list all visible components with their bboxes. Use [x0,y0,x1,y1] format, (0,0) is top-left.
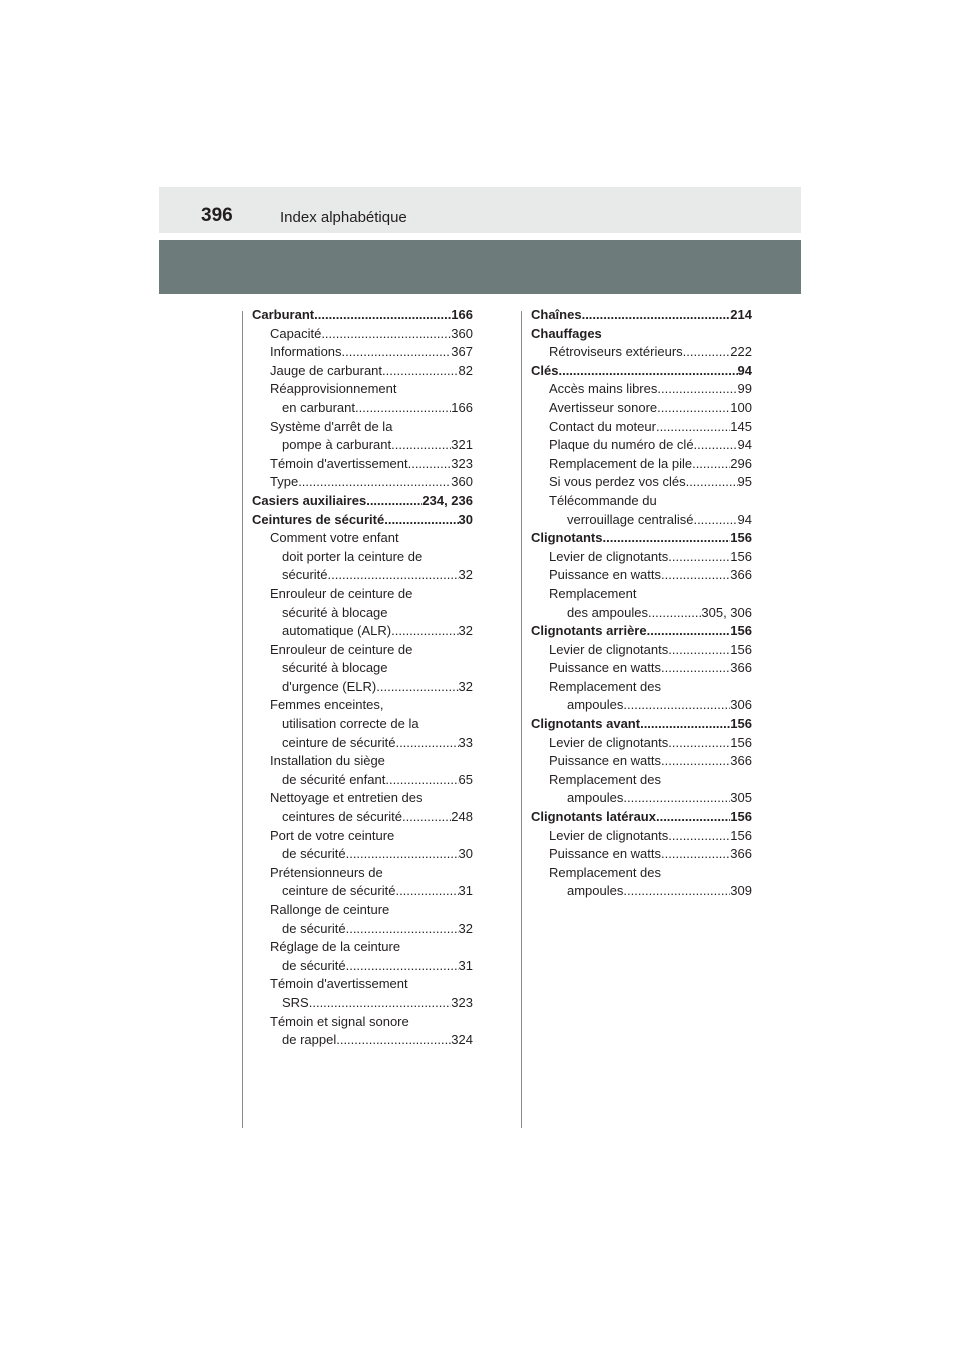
page-reference[interactable]: 156 [730,809,752,825]
entry-text: Comment votre enfant [270,530,399,546]
entry-text: Type [270,474,299,490]
index-subentry [252,566,473,585]
entry-text: Clignotants arrière [531,623,647,639]
page-reference[interactable]: 323 [451,455,473,471]
page-reference[interactable]: 30 [458,511,473,527]
dot-leader [648,604,701,623]
dot-leader [661,659,730,678]
entry-text: ampoules [567,883,624,899]
page-reference[interactable]: 248 [451,809,473,825]
page-reference[interactable]: 32 [458,567,473,583]
dot-leader [603,529,731,548]
entry-text: SRS [282,994,309,1010]
index-subentry [531,864,752,883]
page-reference[interactable]: 95 [737,474,752,490]
index-subentry [252,678,473,697]
dot-leader [391,436,451,455]
entry-text: Prétensionneurs de [270,864,383,880]
page-reference[interactable]: 156 [730,623,752,639]
entry-text: Puissance en watts [549,567,662,583]
page-reference[interactable]: 234, 236 [422,492,473,508]
entry-text: Casiers auxiliaires [252,492,367,508]
index-subentry [531,473,752,492]
entry-text: Levier de clignotants [549,827,669,843]
dot-leader [346,920,459,939]
index-subentry [531,418,752,437]
index-subentry [252,975,473,994]
dot-leader [686,473,738,492]
page-reference[interactable]: 366 [730,846,752,862]
entry-text: de sécurité enfant [282,771,386,787]
entry-text: Informations [270,344,342,360]
entry-text: Témoin d'avertissement [270,455,408,471]
index-subentry [252,994,473,1013]
index-subentry [252,1013,473,1032]
dot-leader [355,399,451,418]
dot-leader [395,734,458,753]
page-reference[interactable]: 31 [458,883,473,899]
page-reference[interactable]: 156 [730,734,752,750]
index-subentry [252,901,473,920]
index-subentry [531,882,752,901]
page-reference[interactable]: 33 [458,734,473,750]
entry-text: Femmes enceintes, [270,697,384,713]
entry-text: utilisation correcte de la [282,716,419,732]
dot-leader [693,511,737,530]
index-subentry [252,938,473,957]
index-subentry [252,399,473,418]
index-subentry [252,864,473,883]
page-reference[interactable]: 360 [451,474,473,490]
dot-leader [385,771,458,790]
dot-leader [328,566,459,585]
dot-leader [657,380,737,399]
index-subentry [252,436,473,455]
index-subentry [252,1031,473,1050]
index-heading [252,492,473,511]
entry-text: Accès mains libres [549,381,658,397]
entry-text: Remplacement des [549,678,661,694]
entry-text: Remplacement des [549,771,661,787]
entry-text: Enrouleur de ceinture de [270,641,413,657]
entry-text: Levier de clignotants [549,734,669,750]
page-reference[interactable]: 305, 306 [701,604,752,620]
entry-text: de sécurité [282,846,346,862]
entry-text: ceintures de sécurité [282,809,402,825]
index-subentry [531,845,752,864]
entry-text: Ceintures de sécurité [252,511,385,527]
page-reference[interactable]: 156 [730,548,752,564]
dot-leader [661,752,730,771]
page-reference[interactable]: 366 [730,567,752,583]
index-subentry [252,752,473,771]
entry-text: des ampoules [567,604,648,620]
entry-text: Levier de clignotants [549,641,669,657]
index-subentry [252,343,473,362]
page-reference[interactable]: 323 [451,994,473,1010]
entry-text: Remplacement [549,585,637,601]
index-subentry [252,789,473,808]
index-subentry [252,696,473,715]
dot-leader [623,696,730,715]
dot-leader [391,622,458,641]
index-subentry [531,734,752,753]
entry-text: Clignotants latéraux [531,809,656,825]
entry-text: Clés [531,362,559,378]
entry-text: doit porter la ceinture de [282,548,423,564]
section-band [159,240,801,294]
index-subentry [252,920,473,939]
entry-text: Contact du moteur [549,418,656,434]
page-title: Index alphabétique [280,209,407,226]
entry-text: sécurité à blocage [282,604,388,620]
page-reference[interactable]: 94 [737,511,752,527]
dot-leader [395,882,458,901]
entry-text: Rallonge de ceinture [270,902,390,917]
dot-leader [683,343,731,362]
page-reference[interactable]: 156 [730,827,752,843]
index-subentry [252,473,473,492]
entry-text: de sécurité [282,920,346,936]
index-heading [252,306,473,325]
dot-leader [342,343,452,362]
entry-text: Clignotants avant [531,716,641,732]
entry-text: Réglage de la ceinture [270,939,401,955]
index-subentry [531,752,752,771]
index-subentry [252,585,473,604]
index-subentry [531,678,752,697]
entry-text: Chaînes [531,307,582,322]
dot-leader [384,511,458,530]
index-subentry [531,436,752,455]
entry-text: ampoules [567,790,624,806]
page-reference[interactable]: 156 [730,716,752,732]
dot-leader [694,436,738,455]
entry-text: Puissance en watts [549,753,662,769]
page-reference[interactable]: 30 [458,846,473,862]
index-subentry [531,343,752,362]
index-subentry [531,399,752,418]
page-reference[interactable]: 32 [458,920,473,936]
dot-leader [558,362,737,381]
entry-text: Réapprovisionnement [270,381,397,397]
dot-leader [408,455,452,474]
index-subentry [531,641,752,660]
page-reference[interactable]: 367 [451,344,473,360]
index-heading [531,362,752,381]
entry-text: Jauge de carburant [270,362,383,378]
entry-text: de sécurité [282,957,346,973]
column-rule-left [242,311,243,1128]
page-reference[interactable]: 166 [451,307,473,322]
index-subentry [252,548,473,567]
entry-text: Témoin d'avertissement [270,976,408,992]
entry-text: ceinture de sécurité [282,883,396,899]
page-reference[interactable]: 156 [730,641,752,657]
dot-leader [668,548,730,567]
entry-text: ceinture de sécurité [282,734,396,750]
dot-leader [336,1031,451,1050]
dot-leader [668,641,730,660]
page-reference[interactable]: 309 [730,883,752,899]
entry-text: Carburant [252,307,315,322]
index-subentry [252,325,473,344]
column-rule-middle [521,311,522,1128]
index-subentry [252,380,473,399]
entry-text: Port de votre ceinture [270,827,395,843]
dot-leader [314,306,451,325]
index-subentry [531,492,752,511]
page-reference[interactable]: 94 [737,362,752,378]
dot-leader [346,957,459,976]
page-reference[interactable]: 31 [458,957,473,973]
page-header [159,187,801,233]
page-reference[interactable]: 94 [737,437,752,453]
entry-text: d'urgence (ELR) [282,678,377,694]
index-subentry [252,808,473,827]
dot-leader [623,789,730,808]
page-reference[interactable]: 366 [730,753,752,769]
entry-text: Télécommande du [549,492,657,508]
index-subentry [531,771,752,790]
entry-text: Chauffages [531,325,602,341]
index-heading [531,715,752,734]
index-subentry [252,882,473,901]
page-number: 396 [201,205,233,226]
entry-text: automatique (ALR) [282,623,392,639]
page-reference[interactable]: 305 [730,790,752,806]
index-heading [531,622,752,641]
index-subentry [531,696,752,715]
index-subentry [252,455,473,474]
page-reference[interactable]: 214 [730,307,752,322]
page-reference[interactable]: 32 [458,623,473,639]
index-heading [531,808,752,827]
dot-leader [656,808,730,827]
page-reference[interactable]: 145 [730,418,752,434]
entry-text: Plaque du numéro de clé [549,437,694,453]
entry-text: verrouillage centralisé [567,511,694,527]
page-reference[interactable]: 100 [730,399,752,415]
dot-leader [623,882,730,901]
dot-leader [366,492,422,511]
dot-leader [656,418,730,437]
index-heading [531,306,752,325]
entry-text: Clignotants [531,530,603,546]
index-subentry [531,789,752,808]
dot-leader [382,362,459,381]
index-subentry [252,845,473,864]
index-subentry [531,455,752,474]
dot-leader [321,325,451,344]
index-heading [531,325,752,344]
page-reference[interactable]: 366 [730,660,752,676]
entry-text: pompe à carburant [282,437,392,453]
entry-text: Capacité [270,325,322,341]
entry-text: sécurité à blocage [282,660,388,676]
dot-leader [661,566,730,585]
index-subentry [252,641,473,660]
page-reference[interactable]: 166 [451,399,473,415]
dot-leader [668,827,730,846]
index-subentry [252,622,473,641]
entry-text: Avertisseur sonore [549,399,658,415]
page-reference[interactable]: 321 [451,437,473,453]
page-reference[interactable]: 324 [451,1032,473,1048]
entry-text: en carburant [282,399,355,415]
entry-text: Nettoyage et entretien des [270,790,423,806]
dot-leader [661,845,730,864]
dot-leader [298,473,451,492]
page-reference[interactable]: 32 [458,678,473,694]
index-heading [252,511,473,530]
index-subentry [252,771,473,790]
dot-leader [668,734,730,753]
entry-text: Témoin et signal sonore [270,1013,409,1029]
dot-leader [657,399,730,418]
entry-text: de rappel [282,1032,337,1048]
dot-leader [346,845,459,864]
index-column-1 [252,306,473,1050]
dot-leader [376,678,458,697]
index-subentry [531,604,752,623]
index-subentry [531,380,752,399]
dot-leader [692,455,730,474]
dot-leader [309,994,452,1013]
index-column-2 [531,306,752,901]
entry-text: Remplacement des [549,864,661,880]
entry-text: ampoules [567,697,624,713]
entry-text: Enrouleur de ceinture de [270,585,413,601]
page-reference[interactable]: 99 [737,381,752,397]
entry-text: Remplacement de la pile [549,455,693,471]
index-subentry [252,659,473,678]
entry-text: Levier de clignotants [549,548,669,564]
index-subentry [252,715,473,734]
entry-text: sécurité [282,567,328,583]
dot-leader [640,715,730,734]
index-subentry [252,734,473,753]
page-reference[interactable]: 65 [458,771,473,787]
index-subentry [252,827,473,846]
page-reference[interactable]: 222 [730,344,752,360]
dot-leader [402,808,451,827]
index-subentry [252,362,473,381]
page-reference[interactable]: 306 [730,697,752,713]
entry-text: Installation du siège [270,753,385,769]
index-subentry [252,529,473,548]
entry-text: Puissance en watts [549,846,662,862]
page-reference[interactable]: 82 [458,362,473,378]
page-reference[interactable]: 156 [730,530,752,546]
index-subentry [531,511,752,530]
index-subentry [531,659,752,678]
index-subentry [252,957,473,976]
index-subentry [531,566,752,585]
entry-text: Si vous perdez vos clés [549,474,686,490]
index-heading [531,529,752,548]
index-subentry [531,827,752,846]
dot-leader [647,622,731,641]
entry-text: Système d'arrêt de la [270,418,393,434]
index-subentry [531,548,752,567]
entry-text: Puissance en watts [549,660,662,676]
index-subentry [531,585,752,604]
page-reference[interactable]: 296 [730,455,752,471]
page-reference[interactable]: 360 [451,325,473,341]
index-subentry [252,604,473,623]
entry-text: Rétroviseurs extérieurs [549,344,683,360]
index-subentry [252,418,473,437]
dot-leader [582,306,731,325]
